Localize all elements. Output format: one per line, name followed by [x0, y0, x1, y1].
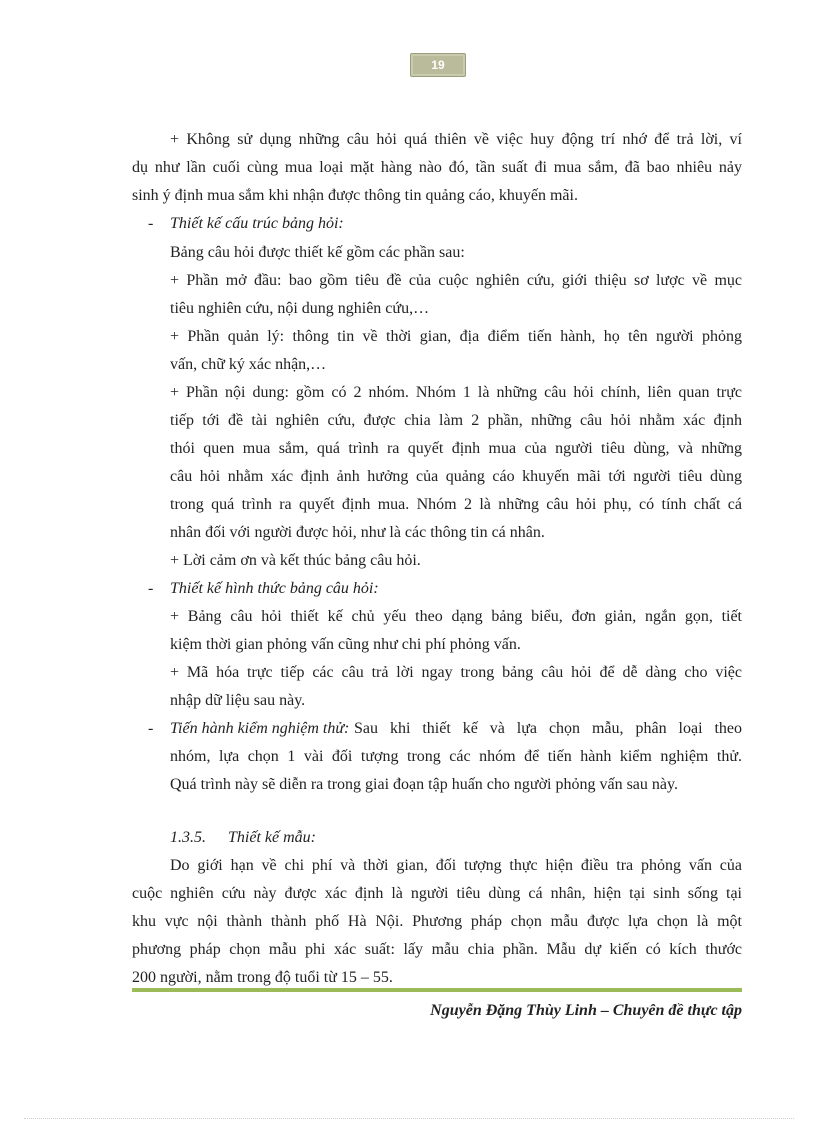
page-bottom-border: [24, 1118, 794, 1119]
text-line: phương pháp chọn mẫu phi xác suất: lấy mẫu chia phần. Mẫu dự kiến có kích thước: [132, 941, 742, 958]
text-line: cuộc nghiên cứu này được xác định là người tiêu dùng cá nhân, hiện tại sinh sống tại: [132, 885, 742, 902]
text-line: khu vực nội thành thành phố Hà Nội. Phương pháp chọn mẫu được lựa chọn là một: [132, 913, 742, 930]
item-heading: Tiến hành kiểm nghiệm thử:: [170, 720, 350, 737]
section-number: 1.3.5.: [170, 829, 206, 846]
text-line: tiêu nghiên cứu, nội dung nghiên cứu,…: [170, 300, 430, 317]
item-heading: Thiết kế cấu trúc bảng hỏi:: [170, 215, 344, 232]
text-line: nhóm, lựa chọn 1 vài đối tượng trong các nhóm để tiến hành kiểm nghiệm thử.: [170, 748, 742, 765]
text-line: + Lời cảm ơn và kết thúc bảng câu hỏi.: [170, 552, 421, 569]
text-line: kiệm thời gian phỏng vấn cũng như chi phí phỏng vấn.: [170, 636, 521, 653]
text-line: + Phần quản lý: thông tin về thời gian, địa điểm tiến hành, họ tên người phỏng: [170, 328, 742, 345]
footer-author-title: Nguyễn Đặng Thùy Linh – Chuyên đề thực tập: [430, 1002, 742, 1019]
text-line: + Mã hóa trực tiếp các câu trả lời ngay trong bảng câu hỏi để dễ dàng cho việc: [170, 664, 742, 681]
text-line: sinh ý định mua sắm khi nhận được thông tin quảng cáo, khuyến mãi.: [132, 187, 578, 204]
text-line: + Phần mở đầu: bao gồm tiêu đề của cuộc nghiên cứu, giới thiệu sơ lược về mục: [170, 272, 742, 289]
text-line: dụ như lần cuối cùng mua loại mặt hàng nào đó, tần suất đi mua sắm, đã bao nhiêu nảy: [132, 159, 742, 176]
list-bullet: -: [148, 580, 154, 597]
list-bullet: -: [148, 215, 154, 232]
text-line: Bảng câu hỏi được thiết kế gồm các phần sau:: [170, 244, 465, 261]
section-title: Thiết kế mẫu:: [228, 829, 316, 846]
text-line: + Phần nội dung: gồm có 2 nhóm. Nhóm 1 là những câu hỏi chính, liên quan trực: [170, 384, 742, 401]
text-line: vấn, chữ ký xác nhận,…: [170, 356, 327, 373]
text-line: nhập dữ liệu sau này.: [170, 692, 306, 709]
text-line: Do giới hạn về chi phí và thời gian, đối tượng thực hiện điều tra phỏng vấn của: [170, 857, 742, 874]
page-number-badge: 19: [410, 53, 466, 77]
text-line: 200 người, nằm trong độ tuổi từ 15 – 55.: [132, 969, 393, 986]
text-line: câu hỏi nhằm xác định ảnh hưởng của quảng cáo khuyến mãi tới người tiêu dùng: [170, 468, 742, 485]
text-line: trong quá trình ra quyết định mua. Nhóm 2 là những câu hỏi phụ, có tính chất cá: [170, 496, 742, 513]
footer-rule: [132, 988, 742, 992]
text-line: Quá trình này sẽ diễn ra trong giai đoạn tập huấn cho người phỏng vấn sau này.: [170, 776, 678, 793]
text-line: + Không sử dụng những câu hỏi quá thiên về việc huy động trí nhớ để trả lời, ví: [170, 131, 742, 148]
text-line: nhân đối với người được hỏi, như là các thông tin cá nhân.: [170, 524, 545, 541]
text-line: tiếp tới đề tài nghiên cứu, được chia làm 2 phần, những câu hỏi nhằm xác định: [170, 412, 742, 429]
text-line: + Bảng câu hỏi thiết kế chủ yếu theo dạng bảng biểu, đơn giản, ngắn gọn, tiết: [170, 608, 742, 625]
list-bullet: -: [148, 720, 154, 737]
text-line: thói quen mua sắm, quá trình ra quyết định mua của người tiêu dùng, và những: [170, 440, 742, 457]
text-line: Sau khi thiết kế và lựa chọn mẫu, phân loại theo: [354, 720, 742, 737]
item-heading: Thiết kế hình thức bảng câu hỏi:: [170, 580, 379, 597]
